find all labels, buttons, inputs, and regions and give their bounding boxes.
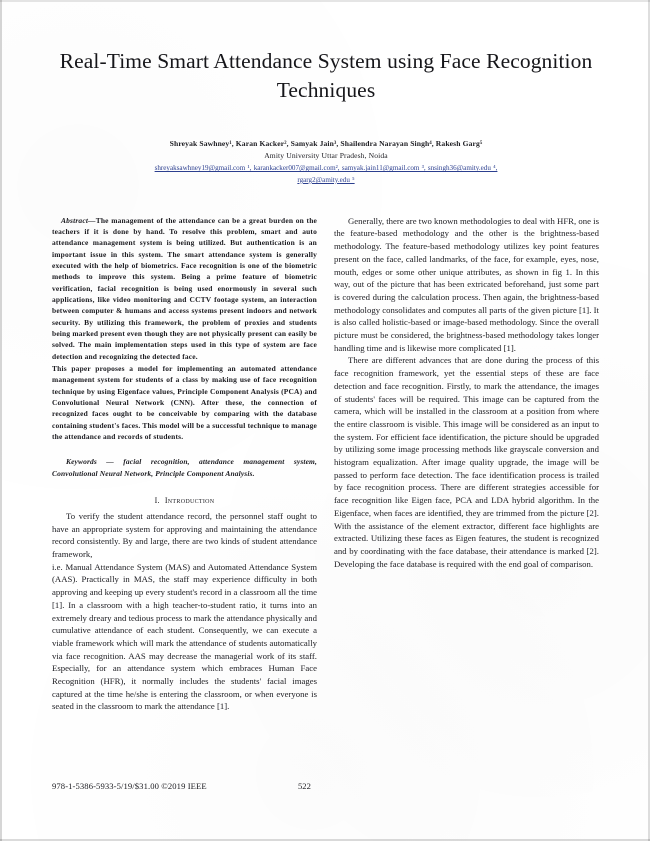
abstract-label: Abstract— — [61, 215, 96, 225]
intro-paragraph-2: i.e. Manual Attendance System (MAS) and Automated Attendance System (AAS). Practically in MAS, the staff may experience difficulty in both approving and keeping up every student's record in a classroom all the time [1]. In a classroom with a high teacher-to-student ratio, it turns into an extremely dreary and tedious process to mark the attendance physically and cumulative attendance of each student. Consequently, we can execute a viable framework which will mark the attendance of students automatically via face recognition. AAS may decrease the managerial work of its staff. Especially, for an attendance system which embraces Human Face Recognition (HFR), it normally includes the students' facial images captured at the time he/she is entering the classroom, or when everyone is seated in the classroom to mark the attendance [1]. — [52, 561, 317, 712]
abstract-paragraph-2: This paper proposes a model for implementing an automated attendance management system for students of a class by making use of face recognition technique by using Eigenface values, Principle Component Analysis (PCA) and Convolutional Neural Network (CNN). After these, the connection of recognized faces ought to be conceivable by comparing with the database containing student's faces. This model will be a successful technique to manage the attendance and records of students. — [52, 363, 317, 441]
section-numeral: I. — [154, 495, 160, 505]
right-paragraph-1: Generally, there are two known methodologies to deal with HFR, one is the feature-based methodology and the other is the brightness-based methodology. The feature-based methodology utilizes key point features present on the face, called landmarks, of the face, for example, eyes, nose, mouth, edges or some other unique attributes, as shown in fig 1. In this way, out of the picture that has been extricated beforehand, just some part is covered during the calculation process. Then again, the brightness-based methodology consolidates and computes all parts of the given picture [1]. It is also called holistic-based or image-based methodology. Since the overall picture must be considered, the brightness-based methodology takes longer handling time and is likewise more complicated [1]. — [334, 215, 600, 353]
author-names: Shreyak Sawhney¹, Karan Kacker², Samyak Jain³, Shailendra Narayan Singh⁴, Rakesh Garg⁵ — [169, 138, 483, 148]
column-right — [334, 215, 599, 761]
paper-title: Real-Time Smart Attendance System using Face Recognition Techniques — [59, 49, 593, 102]
footer-isbn: 978-1-5386-5933-5/19/$31.00 ©2019 IEEE — [52, 781, 207, 791]
author-emails[interactable] — [52, 163, 600, 187]
author-emails-line-2[interactable]: rgarg2@amity.edu ⁵ — [297, 175, 355, 184]
author-emails-line-1[interactable]: shreyaksawhney19@gmail.com ¹, karankacker007@gmail.com², samyak.jain11@gmail.com ³, snsingh36@amity.edu ⁴, — [154, 164, 498, 173]
author-block — [52, 138, 600, 187]
abstract-paragraph-1 — [52, 215, 317, 362]
abstract-text-1: The management of the attendance can be a great burden on the teachers if it is done by hand. To resolve this problem, smart and auto attendance management system is being utilized. But authentication is an important issue in this system. The smart attendance system is generally executed with the help of biometrics. Face recognition is one of the biometric methods to improve this system. Being a prime feature of biometric verification, facial recognition is being used enormously in several such applications, like video monitoring and CCTV footage system, an interaction between computer & humans and access systems present indoors and network security. By utilizing this framework, the problem of proxies and students being marked present even though they are not physically present can easily be solved. The main implementation steps used in this type of system are face detection and recognizing the detected face. — [52, 215, 317, 361]
author-affiliation: Amity University Uttar Pradesh, Noida — [264, 150, 388, 160]
keywords-text: facial recognition, attendance management system, Convolutional Neural Network, Principle Component Analysis. — [52, 457, 318, 478]
page-content — [52, 0, 600, 841]
footer-page-number: 522 — [298, 781, 311, 791]
keywords-paragraph — [52, 456, 317, 479]
section-heading-introduction — [52, 496, 317, 505]
intro-paragraph-1: To verify the student attendance record, the personnel staff ought to have an appropriate system for approving and maintaining the attendance record consistently. By and large, there are two kinds of student attendance framework, — [52, 510, 317, 560]
section-title: Introduction — [164, 495, 215, 505]
page-footer — [52, 781, 600, 795]
column-left — [52, 215, 317, 761]
two-column-body — [52, 215, 600, 761]
keywords-label: Keywords — — [66, 457, 114, 467]
right-paragraph-2: There are different advances that are done during the process of this face recognition framework, yet the essential steps of these are face detection and face recognition. Firstly, to mark the attendance, the images of students' faces will be required. This image can be captured from the camera, which will be installed in the classroom at a position from where the entire classroom is visible. This image will be considered as an input to the system. For efficient face identification, the picture should be upgraded by utilizing some image processing methods like grayscale conversion and histogram equalization. After image quality upgrade, the image will be passed to perform face detection. The face identification process is trailed by face recognition process. There are different strategies accessible for face recognition like Eigen face, PCA and LDA hybrid algorithm. In the Eigenface, when faces are identified, they are trimmed from the picture [2]. With the assistance of the element extractor, different face highlights are extracted. Utilizing these faces as Eigen features, the student is recognized and by coordinating with the face database, their attendance is marked [2]. Developing the face database is required with the end goal of comparison. — [334, 355, 599, 569]
page-edge-left — [0, 0, 2, 841]
